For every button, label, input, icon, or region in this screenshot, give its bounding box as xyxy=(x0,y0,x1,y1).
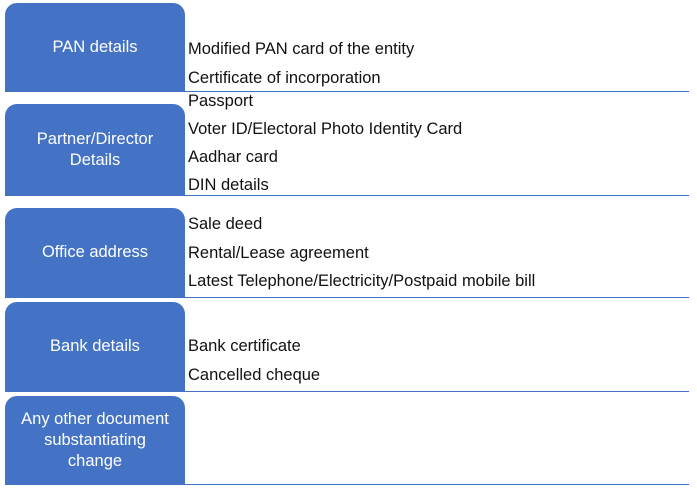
document-item: Rental/Lease agreement xyxy=(188,244,369,262)
document-item: Sale deed xyxy=(188,215,263,233)
category-label: Bank details xyxy=(5,302,185,391)
category-label: Partner/Director Details xyxy=(5,104,185,195)
document-item: Modified PAN card of the entity xyxy=(188,40,415,58)
document-item: Cancelled cheque xyxy=(188,366,321,384)
document-item: Certificate of incorporation xyxy=(188,69,381,87)
document-item: DIN details xyxy=(188,176,269,194)
category-label: Any other document substantiating change xyxy=(5,396,185,484)
divider xyxy=(5,297,689,298)
document-item: Voter ID/Electoral Photo Identity Card xyxy=(188,120,463,138)
category-label: PAN details xyxy=(5,3,185,91)
category-label: Office address xyxy=(5,208,185,297)
divider xyxy=(5,391,689,392)
document-item: Aadhar card xyxy=(188,148,278,166)
divider xyxy=(5,484,689,485)
document-item: Bank certificate xyxy=(188,337,301,355)
divider xyxy=(5,91,689,92)
document-item: Latest Telephone/Electricity/Postpaid mobile bill xyxy=(188,272,536,290)
divider xyxy=(5,195,689,196)
document-item: Passport xyxy=(188,92,254,110)
